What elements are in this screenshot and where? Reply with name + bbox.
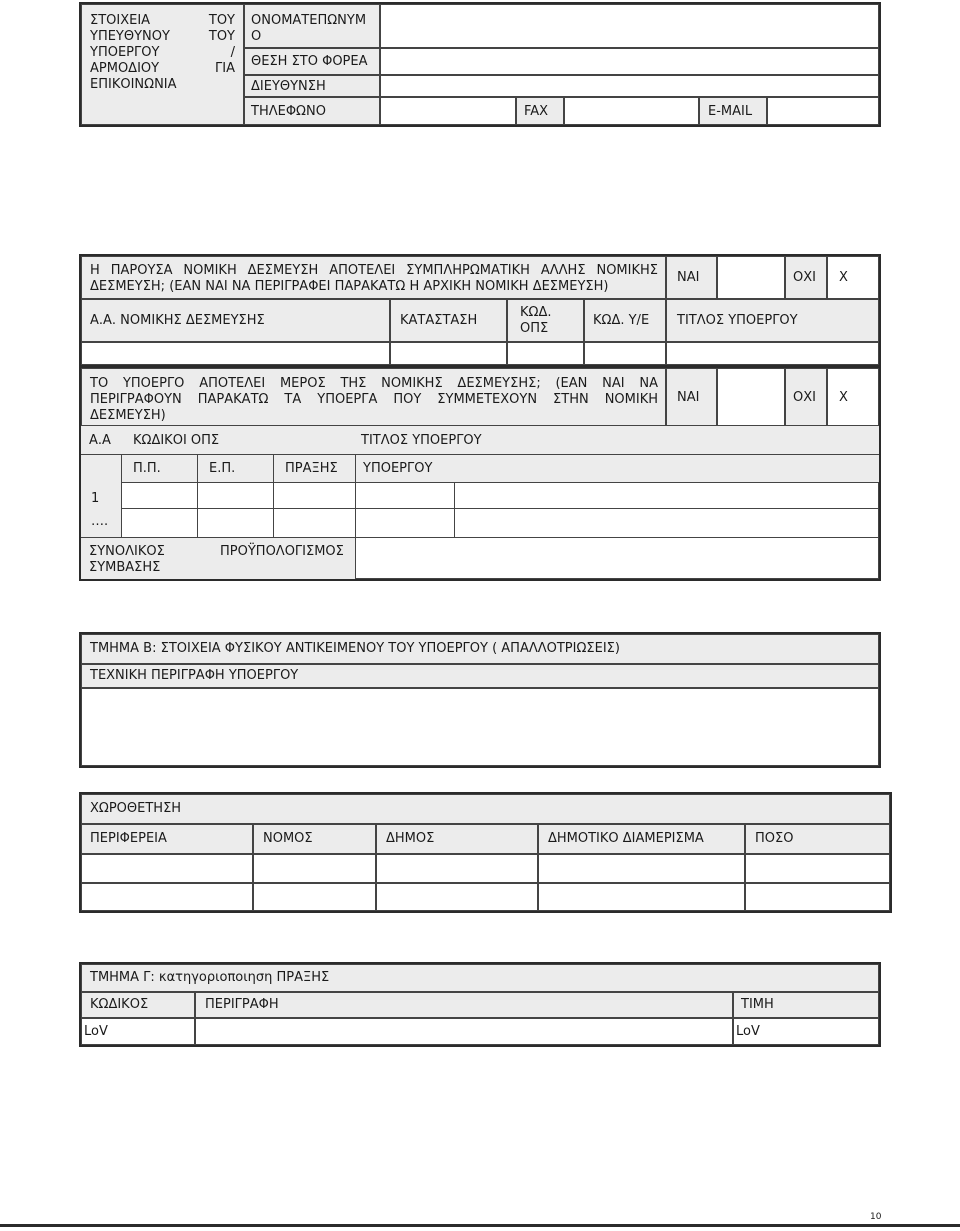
location-col-prefecture	[253, 824, 376, 854]
tech-desc-label: ΤΕΧΝΙΚΗ ΠΕΡΙΓΡΑΦΗ ΥΠΟΕΡΓΟΥ	[90, 668, 299, 683]
address-label-cell	[244, 75, 380, 97]
legal-aa-field[interactable]	[81, 342, 390, 365]
subprojects-block	[79, 366, 881, 581]
position-field[interactable]	[380, 48, 879, 75]
section-b-title-cell	[81, 634, 879, 664]
location-row2-amount[interactable]	[745, 883, 890, 911]
section-c-col-code	[81, 992, 195, 1018]
location-row1-region[interactable]	[81, 854, 253, 883]
sub-row1-label: 1	[91, 491, 100, 506]
legal-status-field[interactable]	[390, 342, 507, 365]
section-c-price-lov: LoV	[736, 1024, 760, 1039]
page-number: 10	[870, 1212, 882, 1222]
position-label: ΘΕΣΗ ΣΤΟ ΦΟΡΕΑ	[251, 54, 368, 69]
legal-title-label: ΤΙΤΛΟΣ ΥΠΟΕΡΓΟΥ	[677, 313, 798, 328]
sub-no-mark: Χ	[839, 390, 848, 405]
phone-label: ΤΗΛΕΦΩΝΟ	[251, 104, 326, 119]
legal-question-cell	[81, 256, 666, 299]
contact-label-l1: ΣΤΟΙΧΕΙΑ	[90, 13, 151, 28]
email-label: E-MAIL	[708, 104, 753, 119]
section-c-block	[79, 962, 881, 1047]
sub-title-label: ΤΙΤΛΟΣ ΥΠΟΕΡΓΟΥ	[361, 433, 482, 448]
location-row2-prefecture[interactable]	[253, 883, 376, 911]
contact-label-l4b: ΓΙΑ	[215, 61, 235, 76]
sub-row1-title[interactable]	[454, 482, 879, 509]
contact-label-l4: ΑΡΜΟΔΙΟΥ	[90, 61, 160, 76]
address-label: ΔΙΕΥΘΥΝΣΗ	[251, 79, 326, 94]
sub-row2-project[interactable]	[355, 508, 455, 538]
location-col-district	[538, 824, 745, 854]
sub-row1-action[interactable]	[273, 482, 356, 509]
location-row1-district[interactable]	[538, 854, 745, 883]
location-row1-amount[interactable]	[745, 854, 890, 883]
location-col-amount	[745, 824, 890, 854]
legal-no-checkbox[interactable]	[827, 256, 879, 299]
contact-block	[79, 2, 881, 127]
legal-no-label: ΟΧΙ	[793, 270, 816, 285]
sub-no-label: ΟΧΙ	[793, 390, 816, 405]
location-row1-municipality[interactable]	[376, 854, 538, 883]
name-label-cell	[244, 4, 380, 48]
sub-action-label: ΠΡΑΞΗΣ	[285, 461, 338, 476]
legal-ops-l1: ΚΩΔ.	[520, 305, 552, 320]
sub-yes-label-cell	[666, 368, 717, 426]
location-col-region	[81, 824, 253, 854]
section-c-price-field[interactable]	[733, 1018, 879, 1045]
fax-label-cell	[516, 97, 564, 125]
location-title: ΧΩΡΟΘΕΤΗΣΗ	[90, 801, 182, 816]
name-label-l2: Ο	[251, 29, 262, 44]
legal-yes-label-cell	[666, 256, 717, 299]
section-b-title: ΤΜΗΜΑ Β: ΣΤΟΙΧΕΙΑ ΦΥΣΙΚΟΥ ΑΝΤΙΚΕΙΜΕΝΟΥ ΤΟΥ ΥΠΟΕΡΓΟΥ ( ΑΠΑΛΛΟΤΡΙΩΣΕΙΣ)	[90, 641, 620, 656]
legal-ops-field[interactable]	[507, 342, 584, 365]
sub-no-label-cell	[785, 368, 827, 426]
legal-ops-l2: ΟΠΣ	[520, 321, 549, 336]
location-col-amount-label: ΠΟΣΟ	[755, 831, 794, 846]
location-col-district-label: ΔΗΜΟΤΙΚΟ ΔΙΑΜΕΡΙΣΜΑ	[548, 831, 704, 846]
sub-question-cell	[81, 368, 666, 426]
legal-no-mark: Χ	[839, 270, 848, 285]
sub-row2-title[interactable]	[454, 508, 879, 538]
sub-total-l1: ΣΥΝΟΛΙΚΟΣ	[89, 544, 165, 559]
name-field[interactable]	[380, 4, 879, 48]
sub-yes-checkbox[interactable]	[717, 368, 785, 426]
location-block	[79, 792, 892, 913]
tech-desc-label-cell	[81, 664, 879, 688]
section-c-col-desc-label: ΠΕΡΙΓΡΑΦΗ	[205, 997, 279, 1012]
phone-label-cell	[244, 97, 380, 125]
legal-title-header	[666, 299, 879, 342]
contact-label-l2: ΥΠΕΥΘΥΝΟΥ	[90, 29, 170, 44]
section-c-col-code-label: ΚΩΔΙΚΟΣ	[90, 997, 149, 1012]
legal-ops-header	[507, 299, 584, 342]
location-row1-prefecture[interactable]	[253, 854, 376, 883]
location-title-cell	[81, 794, 890, 824]
email-field[interactable]	[767, 97, 879, 125]
section-c-code-field[interactable]	[81, 1018, 195, 1045]
legal-commitment-block	[79, 254, 881, 367]
sub-no-checkbox[interactable]	[827, 368, 879, 426]
sub-table	[81, 426, 879, 579]
legal-aa-label: Α.Α. ΝΟΜΙΚΗΣ ΔΕΣΜΕΥΣΗΣ	[90, 313, 265, 328]
sub-project-label: ΥΠΟΕΡΓΟΥ	[363, 461, 433, 476]
name-label-l1: ΟΝΟΜΑΤΕΠΩΝΥΜ	[251, 13, 367, 28]
sub-row2-label: ….	[91, 514, 109, 529]
sub-budget-field[interactable]	[355, 537, 879, 579]
phone-field[interactable]	[380, 97, 516, 125]
sub-row2-action[interactable]	[273, 508, 356, 538]
location-col-municipality-label: ΔΗΜΟΣ	[386, 831, 435, 846]
position-label-cell	[244, 48, 380, 75]
section-c-col-price-label: ΤΙΜΗ	[741, 997, 774, 1012]
contact-label-l1b: ΤΟΥ	[208, 13, 235, 28]
legal-status-label: ΚΑΤΑΣΤΑΣΗ	[400, 313, 478, 328]
section-c-col-price	[733, 992, 879, 1018]
sub-ep-label: Ε.Π.	[209, 461, 236, 476]
section-c-code-lov: LoV	[84, 1024, 108, 1039]
sub-total-l2: ΣΥΜΒΑΣΗΣ	[89, 560, 161, 575]
email-label-cell	[699, 97, 767, 125]
legal-ye-field[interactable]	[584, 342, 666, 365]
sub-question-l2: ΠΕΡΙΓΡΑΦΟΥΝ ΠΑΡΑΚΑΤΩ ΤΑ ΥΠΟΕΡΓΑ ΠΟΥ ΣΥΜΜΕΤΕΧΟΥΝ ΣΤΗΝ ΝΟΜΙΚΗ	[90, 392, 658, 407]
sub-pp-label: Π.Π.	[133, 461, 161, 476]
location-col-prefecture-label: ΝΟΜΟΣ	[263, 831, 313, 846]
sub-row2-ep[interactable]	[197, 508, 274, 538]
sub-row1-ep[interactable]	[197, 482, 274, 509]
sub-row2-pp[interactable]	[121, 508, 198, 538]
section-c-desc-field[interactable]	[195, 1018, 733, 1045]
sub-budget-label: ΠΡΟΫΠΟΛΟΓΙΣΜΟΣ	[220, 544, 344, 559]
sub-question-l1: ΤΟ ΥΠΟΕΡΓΟ ΑΠΟΤΕΛΕΙ ΜΕΡΟΣ ΤΗΣ ΝΟΜΙΚΗΣ ΔΕΣΜΕΥΣΗΣ; (ΕΑΝ ΝΑΙ ΝΑ	[90, 376, 658, 391]
contact-label-l2b: ΤΟΥ	[208, 29, 235, 44]
legal-question-l1: Η ΠΑΡΟΥΣΑ ΝΟΜΙΚΗ ΔΕΣΜΕΥΣΗ ΑΠΟΤΕΛΕΙ ΣΥΜΠΛΗΡΩΜΑΤΙΚΗ ΑΛΛΗΣ ΝΟΜΙΚΗΣ	[90, 263, 658, 278]
location-col-municipality	[376, 824, 538, 854]
location-col-region-label: ΠΕΡΙΦΕΡΕΙΑ	[90, 831, 167, 846]
contact-label-l5: ΕΠΙΚΟΙΝΩΝΙΑ	[90, 77, 177, 92]
location-row2-municipality[interactable]	[376, 883, 538, 911]
legal-question-l2: ΔΕΣΜΕΥΣΗ; (ΕΑΝ ΝΑΙ ΝΑ ΠΕΡΙΓΡΑΦΕΙ ΠΑΡΑΚΑΤΩ Η ΑΡΧΙΚΗ ΝΟΜΙΚΗ ΔΕΣΜΕΥΣΗ)	[90, 279, 609, 294]
legal-ye-header	[584, 299, 666, 342]
sub-codes-label: ΚΩΔΙΚΟΙ ΟΠΣ	[133, 433, 220, 448]
fax-label: FAX	[524, 104, 549, 119]
tech-desc-field[interactable]	[81, 688, 879, 766]
location-row2-district[interactable]	[538, 883, 745, 911]
legal-aa-header	[81, 299, 390, 342]
legal-ye-label: ΚΩΔ. Υ/Ε	[593, 313, 650, 328]
sub-question-l3: ΔΕΣΜΕΥΣΗ)	[90, 408, 166, 423]
legal-status-header	[390, 299, 507, 342]
sub-aa-label: Α.Α	[89, 433, 111, 448]
section-c-title: ΤΜΗΜΑ Γ: κατηγοριοποιηση ΠΡΑΞΗΣ	[90, 970, 330, 985]
legal-yes-checkbox[interactable]	[717, 256, 785, 299]
legal-yes-label: ΝΑΙ	[677, 270, 700, 285]
legal-no-label-cell	[785, 256, 827, 299]
section-b-block	[79, 632, 881, 768]
sub-row1-pp[interactable]	[121, 482, 198, 509]
section-c-title-cell	[81, 964, 879, 992]
contact-label-l3: ΥΠΟΕΡΓΟΥ	[90, 45, 160, 60]
section-c-col-desc	[195, 992, 733, 1018]
fax-field[interactable]	[564, 97, 699, 125]
sub-yes-label: ΝΑΙ	[677, 390, 700, 405]
address-field[interactable]	[380, 75, 879, 97]
contact-label-cell	[81, 4, 244, 125]
legal-title-field[interactable]	[666, 342, 879, 365]
footer-rule	[0, 1224, 960, 1227]
sub-row1-project[interactable]	[355, 482, 455, 509]
location-row2-region[interactable]	[81, 883, 253, 911]
contact-label-l3b: /	[230, 45, 235, 60]
